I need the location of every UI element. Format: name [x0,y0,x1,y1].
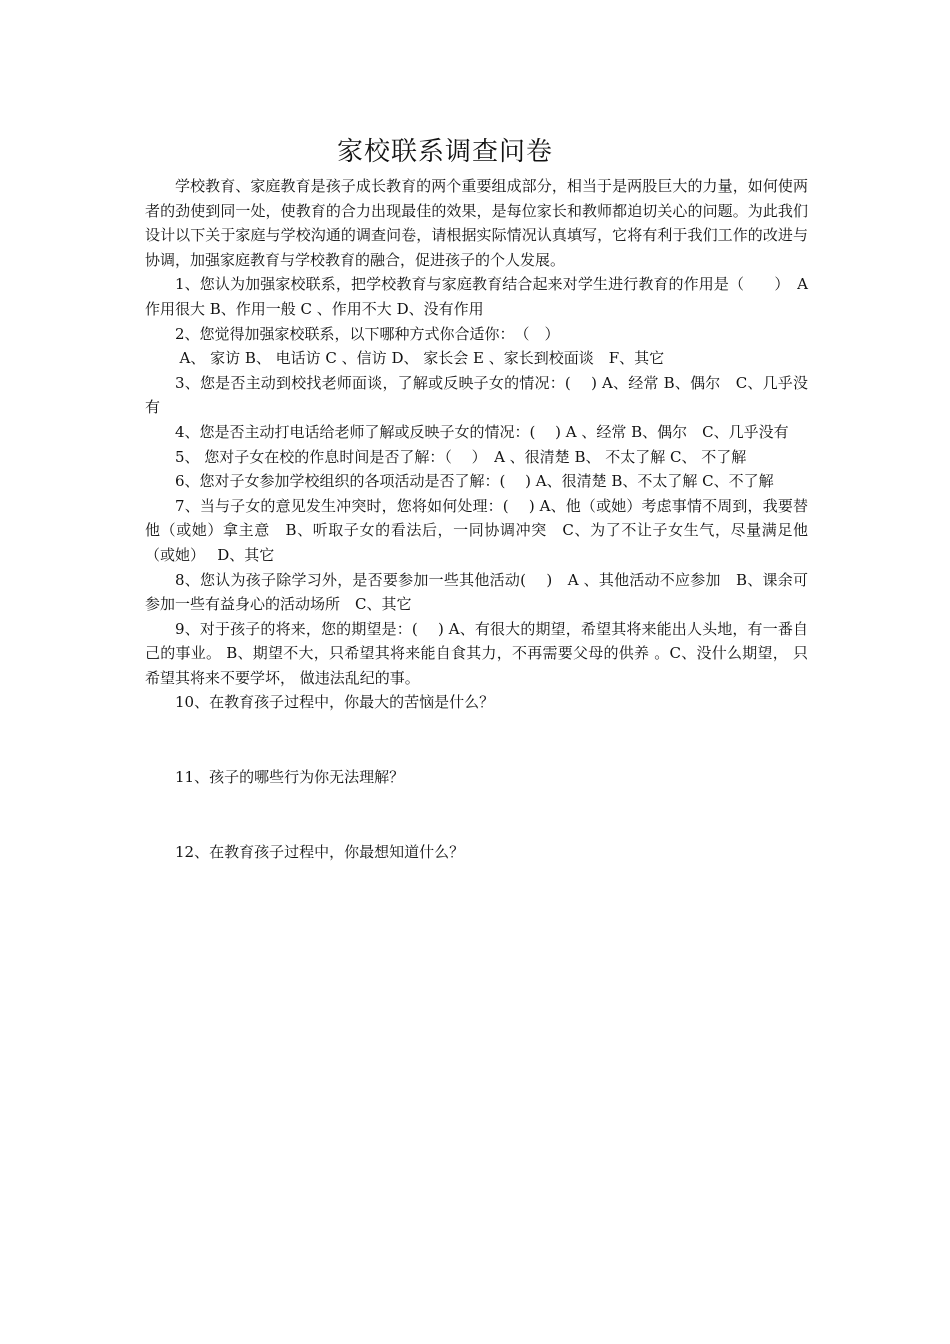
question-7: 7、当与子女的意见发生冲突时，您将如何处理：( ) A、他（或她）考虑事情不周到，我要替他（或她）拿主意 B、听取子女的看法后，一同协调冲突 C、为了不让子女生气，尽量满足他（或她） D、其它 [145,496,808,564]
page-title: 家校联系调查问卷 [336,137,553,167]
question-5: 5、 您对子女在校的作息时间是否了解：（ ） A 、很清楚 B、 不太了解 C、 不了解 [175,447,747,466]
question-10: 10、在教育孩子过程中，你最大的苦恼是什么？ [175,693,495,712]
question-8: 8、您认为孩子除学习外，是否要参加一些其他活动( ) A 、其他活动不应参加 B、课余可参加一些有益身心的活动场所 C、其它 [145,570,808,614]
question-9: 9、对于孩子的将来，您的期望是：( ) A、有很大的期望，希望其将来能出人头地，有一番自己的事业。 B、期望不大，只希望其将来能自食其力，不再需要父母的供养 。C、没什么期望， 只希望其将来不要学坏， 做违法乱纪的事。 [145,619,808,687]
questionnaire-body [145,174,808,864]
question-6: 6、您对子女参加学校组织的各项活动是否了解：( ) A、很清楚 B、不太了解 C、不了解 [175,472,774,491]
question-12: 12、在教育孩子过程中，你最想知道什么？ [175,842,465,861]
question-3: 3、您是否主动到校找老师面谈，了解或反映子女的情况：( ) A、经常 B、偶尔 C、几乎没有 [145,373,808,417]
question-4: 4、您是否主动打电话给老师了解或反映子女的情况：( ) A 、经常 B、偶尔 C、几乎没有 [175,422,789,441]
question-11: 11、孩子的哪些行为你无法理解？ [175,768,405,787]
question-2-options: A、 家访 B、 电话访 C 、信访 D、 家长会 E 、家长到校面谈 F、其它 [179,349,665,368]
question-1: 1、您认为加强家校联系，把学校教育与家庭教育结合起来对学生进行教育的作用是（ ） A 作用很大 B、作用一般 C 、作用不大 D、没有作用 [145,275,808,318]
intro-paragraph: 学校教育、家庭教育是孩子成长教育的两个重要组成部分，相当于是两股巨大的力量，如何使两者的劲使到同一处，使教育的合力出现最佳的效果，是每位家长和教师都迫切关心的问题。为此我们设计以下关于家庭与学校沟通的调查问卷，请根据实际情况认真填写，它将有利于我们工作的改进与协调，加强家庭教育与学校教育的融合，促进孩子的个人发展。 [145,177,808,269]
question-2: 2、您觉得加强家校联系，以下哪种方式你合适你： （ ） [175,324,560,343]
